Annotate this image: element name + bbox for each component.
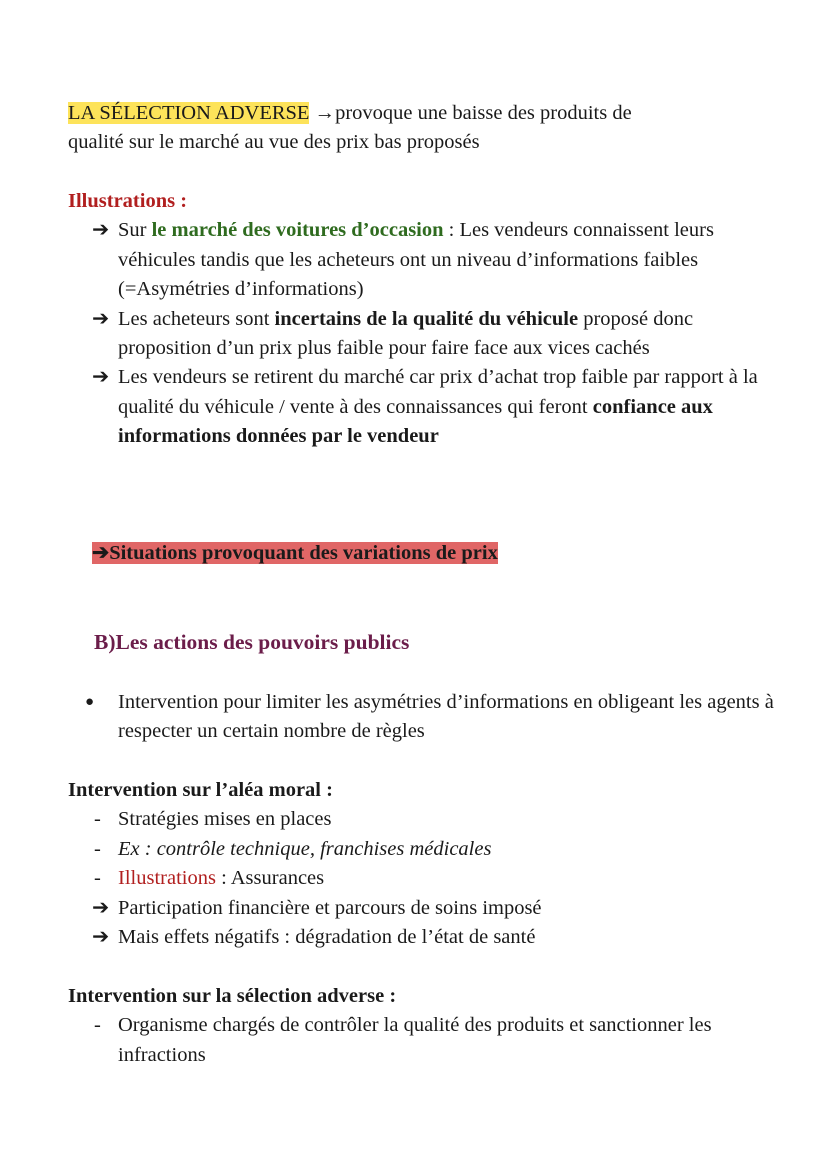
item-text: Les vendeurs se retirent du marché car prix d’achat trop faible par rapport à la qualité du véhicule / vente à des connaissances qui feront: [118, 366, 758, 418]
item-text: Les acheteurs sont: [118, 307, 275, 330]
dash-icon: -: [94, 1014, 101, 1037]
moral-section: [68, 776, 788, 952]
adverse-title: LA SÉLECTION ADVERSE: [68, 102, 310, 124]
illustrations-heading: Illustrations :: [68, 190, 188, 212]
item-text: : Assurances: [215, 867, 325, 890]
adverse-line-1: [68, 99, 788, 128]
section-b: [94, 628, 814, 657]
moral-item-1: [68, 805, 788, 834]
moral-heading: Intervention sur l’aléa moral :: [68, 779, 333, 801]
item-text: proposé donc proposition d’un prix plus faible pour faire face aux vices cachés: [118, 307, 694, 360]
dash-icon: -: [94, 837, 101, 860]
situations-text: Situations provoquant des variations de prix: [109, 542, 498, 564]
adverse-intervention-heading: Intervention sur la sélection adverse :: [68, 985, 397, 1007]
adverse-intervention-section: [68, 982, 788, 1070]
arrow-bullet-icon: ➔: [92, 366, 110, 389]
section-b-body: [68, 688, 788, 747]
arrow-bullet-icon: ➔: [92, 219, 110, 242]
adverse-intro: [68, 99, 788, 158]
item-text: Ex : contrôle technique, franchises médicales: [118, 837, 492, 860]
arrow-bullet-icon: ➔: [92, 307, 110, 330]
arrow-bullet-icon: ➔: [92, 926, 110, 949]
item-red-text: Illustrations: [118, 867, 216, 890]
situations-line: [92, 539, 812, 568]
section-b-heading: B)Les actions des pouvoirs publics: [94, 630, 410, 654]
item-emphasis: confiance aux informations données par le vendeur: [118, 395, 713, 448]
section-b-bullet-item: [68, 688, 788, 747]
arrow-bullet-icon: ➔: [92, 896, 110, 919]
adverse-intervention-item-1: [68, 1011, 788, 1070]
item-text: Intervention pour limiter les asymétries d’informations en obligeant les agents à respecter un certain nombre de règles: [118, 691, 774, 743]
bullet-icon: ●: [85, 694, 95, 710]
illustration-item-1: [68, 216, 788, 304]
arrow-bullet-icon: ➔: [92, 542, 110, 564]
item-text: Sur: [118, 219, 152, 242]
arrow-glyph: →: [314, 102, 336, 124]
item-text: Participation financière et parcours de soins imposé: [118, 896, 542, 919]
item-text: Mais effets négatifs : dégradation de l’état de santé: [118, 926, 536, 949]
moral-arrow-2: [68, 923, 788, 952]
item-text: : Les vendeurs connaissent leurs véhicules tandis que les acheteurs ont un niveau d’informations faibles (=Asymétries d’informations): [118, 219, 714, 301]
illustrations-section: [68, 187, 788, 452]
item-text: Stratégies mises en places: [118, 808, 332, 831]
moral-arrow-1: [68, 894, 788, 923]
dash-icon: -: [94, 867, 101, 890]
illustration-item-2: [68, 305, 788, 364]
situations-highlight: [92, 542, 498, 564]
item-emphasis: incertains de la qualité du véhicule: [274, 307, 579, 330]
item-text: Organisme chargés de contrôler la qualité des produits et sanctionner les infractions: [118, 1014, 712, 1066]
moral-item-3: [68, 864, 788, 893]
moral-item-2: [68, 835, 788, 864]
illustration-item-3: [68, 363, 788, 451]
adverse-desc-1: provoque une baisse des produits de: [335, 102, 632, 124]
item-emphasis: le marché des voitures d’occasion: [151, 219, 444, 242]
dash-icon: -: [94, 808, 101, 831]
adverse-desc-2: qualité sur le marché au vue des prix bas proposés: [68, 131, 480, 154]
